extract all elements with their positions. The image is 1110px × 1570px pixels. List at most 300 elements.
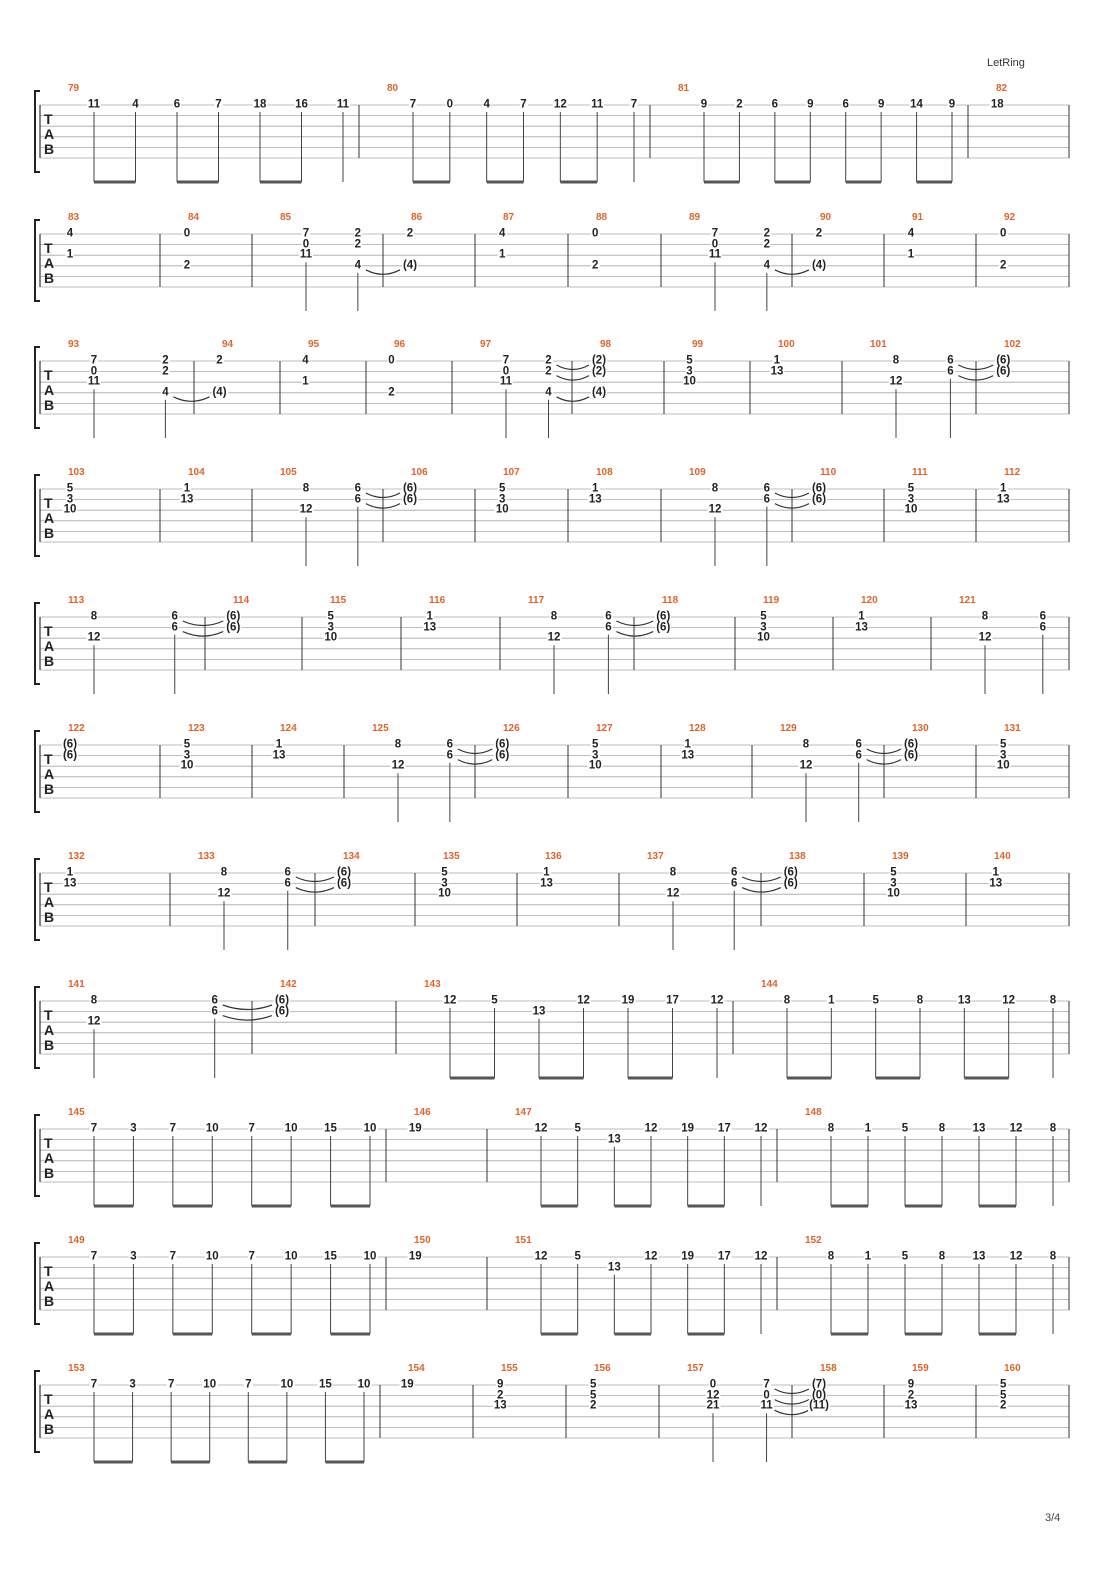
fret-number: 19 [621,994,635,1007]
fret-number: 6 [446,738,454,751]
measure-number: 134 [343,851,360,862]
fret-number: 7 [90,1250,98,1263]
tab-clef-letter: T [44,240,53,256]
fret-number: 2 [162,354,169,367]
fret-number: 5 [574,1250,581,1263]
fret-number: 12 [706,1388,720,1401]
fret-number: 1 [828,994,835,1007]
measure-number: 85 [280,212,292,223]
measure-number: 121 [959,595,976,606]
fret-number: 6 [1039,620,1046,633]
fret-number: 13 [423,620,437,633]
fret-number: 3 [907,492,915,505]
fret-number: 5 [66,482,74,495]
tab-system [0,589,1110,717]
fret-number: 4 [483,98,490,111]
measure-number: 99 [692,339,704,350]
measure-number: 118 [662,595,679,606]
measure-number: 123 [188,723,205,734]
tab-system [0,845,1110,973]
fret-number: 15 [324,1122,337,1135]
fret-number: 10 [904,503,918,516]
tab-system [0,206,1110,334]
fret-number: 13 [989,876,1003,889]
fret-number: 4 [545,386,552,399]
fret-number: 8 [916,994,924,1007]
fret-number: 10 [63,503,77,516]
staff-lines [0,461,1110,589]
fret-number: (4) [402,259,418,272]
measure-number: 108 [596,467,613,478]
fret-number: 5 [590,1388,597,1401]
fret-number: 9 [497,1378,504,1391]
fret-number: 10 [284,1122,298,1135]
fret-number: 0 [592,227,599,240]
fret-number: 6 [354,482,362,495]
fret-number: 8 [90,610,98,623]
tab-clef-letter: T [44,623,53,639]
measure-number: 148 [805,1107,822,1118]
measure-number: 91 [912,212,924,223]
fret-number: 8 [938,1122,946,1135]
fret-number: 1 [499,248,506,261]
measure-number: 138 [789,851,806,862]
tab-system [0,77,1110,205]
tie-arc [223,1005,272,1010]
fret-number: 10 [887,887,900,900]
fret-number: 8 [550,610,558,623]
measure-number: 109 [689,467,706,478]
fret-number: 2 [162,364,169,377]
measure-number: 119 [763,595,780,606]
system-bracket [35,987,40,1068]
fret-number: 10 [284,1250,298,1263]
fret-number: 5 [872,994,879,1007]
fret-number: 7 [409,98,417,111]
fret-number: 6 [284,876,291,889]
fret-number: 1 [275,738,283,751]
fret-number: 5 [686,354,693,367]
measure-number: 87 [503,212,515,223]
fret-number: 13 [63,876,77,889]
fret-number: 12 [391,759,405,772]
fret-number: 6 [354,492,362,505]
fret-number: 4 [66,227,74,240]
fret-number: (2) [591,354,607,367]
fret-number: 13 [770,364,784,377]
fret-number: 7 [302,227,310,240]
fret-number: 1 [183,482,191,495]
fret-number: 12 [889,375,903,388]
fret-number: (6) [336,866,352,879]
fret-number: 5 [574,1122,581,1135]
tie-arc [616,632,653,637]
tab-clef-letter: T [44,367,53,383]
measure-number: 152 [805,1235,822,1246]
fret-number: 2 [592,259,599,272]
system-bracket [35,220,40,301]
system-bracket [35,1115,40,1196]
fret-number: 8 [302,482,310,495]
measure-number: 142 [280,979,297,990]
fret-number: 11 [299,248,313,261]
fret-number: 6 [605,610,612,623]
measure-number: 104 [188,467,205,478]
fret-number: 5 [901,1122,909,1135]
fret-number: 1 [992,866,999,879]
tab-clef-letter: A [44,255,55,271]
fret-number: 13 [540,876,553,889]
fret-number: 2 [183,259,191,272]
measure-number: 92 [1004,212,1016,223]
fret-number: (4) [212,386,227,399]
tab-clef-letter: A [44,1150,55,1166]
fret-number: (6) [783,866,798,879]
measure-number: 89 [689,212,701,223]
tab-system [0,1229,1110,1357]
fret-number: 6 [947,364,954,377]
fret-number: 6 [842,98,849,111]
measure-number: 160 [1004,1363,1021,1374]
fret-number: 10 [996,759,1010,772]
fret-number: 7 [167,1378,175,1391]
fret-number: 3 [890,876,897,889]
fret-number: 8 [394,738,402,751]
fret-number: 2 [388,386,395,399]
staff-lines [0,1229,1110,1357]
fret-number: 6 [763,482,771,495]
measure-number: 140 [994,851,1011,862]
fret-number: 8 [711,482,719,495]
measure-number: 139 [892,851,909,862]
fret-number: 17 [717,1250,731,1263]
measure-number: 131 [1004,723,1021,734]
measure-number: 81 [678,83,690,94]
fret-number: 12 [299,503,313,516]
measure-number: 112 [1004,467,1021,478]
fret-number: 8 [938,1250,946,1263]
tie-arc [557,397,590,402]
fret-number: 5 [491,994,498,1007]
fret-number: 7 [245,1378,252,1391]
fret-number: 3 [686,364,693,377]
tab-system [0,973,1110,1101]
fret-number: 5 [590,1378,597,1391]
fret-number: 2 [216,354,223,367]
fret-number: 1 [773,354,781,367]
fret-number: 5 [760,610,767,623]
fret-number: 11 [760,1399,773,1412]
measure-number: 159 [912,1363,929,1374]
fret-number: 6 [446,748,454,761]
measure-number: 122 [68,723,85,734]
fret-number: 1 [66,866,74,879]
fret-number: 2 [354,237,362,250]
measure-number: 97 [480,339,492,350]
measure-number: 154 [408,1363,425,1374]
measure-number: 135 [443,851,460,862]
fret-number: 2 [545,354,552,367]
fret-number: 13 [607,1260,621,1273]
staff-lines [0,845,1110,973]
fret-number: 15 [319,1378,332,1391]
fret-number: 9 [877,98,885,111]
measure-number: 94 [222,339,234,350]
fret-number: 7 [248,1250,255,1263]
fret-number: 2 [590,1399,597,1412]
measure-number: 106 [411,467,428,478]
fret-number: 9 [907,1378,915,1391]
fret-number: 0 [183,227,191,240]
measure-number: 144 [761,979,778,990]
fret-number: 13 [972,1250,986,1263]
tab-clef-letter: T [44,751,53,767]
fret-number: 12 [87,631,101,644]
fret-number: 13 [855,620,868,633]
fret-number: 3 [66,492,74,505]
fret-number: 12 [754,1122,768,1135]
fret-number: 3 [183,748,191,761]
measure-number: 93 [68,339,80,350]
fret-number: 13 [180,492,194,505]
tab-clef-letter: A [44,1022,55,1038]
fret-number: (6) [495,738,510,751]
fret-number: 5 [499,482,506,495]
fret-number: 7 [630,98,638,111]
fret-number: (6) [274,1004,290,1017]
page-number: 3/4 [1045,1512,1061,1524]
tab-clef-letter: B [44,781,55,797]
tab-clef-letter: B [44,397,55,413]
fret-number: (6) [996,364,1011,377]
fret-number: 5 [1000,1388,1007,1401]
fret-number: 7 [248,1122,255,1135]
fret-number: 12 [577,994,590,1007]
fret-number: 6 [763,492,771,505]
fret-number: 1 [907,248,915,261]
system-bracket [35,475,40,556]
fret-number: 5 [183,738,191,751]
fret-number: 18 [990,98,1004,111]
fret-number: 14 [910,98,923,111]
fret-number: 11 [499,375,513,388]
tab-system [0,717,1110,845]
tie-arc [616,621,653,626]
fret-number: 2 [1000,1399,1007,1412]
tab-clef-letter: B [44,1165,55,1181]
fret-number: (6) [495,748,510,761]
tab-clef-letter: A [44,510,55,526]
fret-number: 3 [760,620,767,633]
fret-number: 16 [295,98,308,111]
measure-number: 126 [503,723,520,734]
fret-number: 6 [1039,610,1046,623]
fret-number: 13 [493,1399,507,1412]
staff-lines [0,973,1110,1101]
measure-number: 79 [68,83,80,94]
fret-number: 12 [547,631,561,644]
measure-number: 83 [68,212,80,223]
fret-number: 4 [132,98,139,111]
fret-number: 10 [438,887,451,900]
fret-number: 5 [441,866,448,879]
fret-number: 13 [996,492,1010,505]
fret-number: 11 [336,98,350,111]
fret-number: 1 [543,866,550,879]
fret-number: 2 [1000,259,1007,272]
tab-system [0,461,1110,589]
fret-number: 13 [532,1004,546,1017]
fret-number: 19 [681,1250,695,1263]
measure-number: 86 [411,212,423,223]
fret-number: 12 [443,994,457,1007]
fret-number: 12 [1002,994,1016,1007]
fret-number: 12 [217,887,231,900]
tab-clef-letter: T [44,1391,53,1407]
system-bracket [35,91,40,172]
fret-number: 5 [592,738,599,751]
fret-number: 12 [710,994,724,1007]
fret-number: 19 [400,1378,414,1391]
fret-number: 1 [302,375,309,388]
fret-number: 11 [87,375,101,388]
staff-lines [0,77,1110,205]
fret-number: 12 [644,1122,658,1135]
fret-number: 10 [757,631,770,644]
fret-number: (6) [903,748,919,761]
measure-number: 90 [820,212,832,223]
measure-number: 105 [280,467,297,478]
fret-number: 3 [327,620,334,633]
fret-number: 12 [666,887,680,900]
measure-number: 143 [424,979,441,990]
fret-number: 12 [87,1015,101,1028]
fret-number: 8 [1049,1122,1057,1135]
fret-number: 12 [534,1122,548,1135]
fret-number: (6) [274,994,290,1007]
fret-number: 0 [1000,227,1007,240]
fret-number: 1 [1000,482,1007,495]
tab-clef-letter: A [44,382,55,398]
fret-number: 6 [173,98,181,111]
fret-number: 2 [406,227,414,240]
fret-number: 8 [981,610,989,623]
fret-number: 12 [1009,1250,1023,1263]
tab-clef-letter: A [44,126,55,142]
fret-number: 4 [499,227,506,240]
fret-number: 1 [592,482,599,495]
staff-lines [0,589,1110,717]
fret-number: 4 [302,354,309,367]
fret-number: (6) [811,482,827,495]
fret-number: 2 [354,227,362,240]
fret-number: (6) [656,620,671,633]
fret-number: 10 [280,1378,294,1391]
fret-number: 11 [708,248,722,261]
measure-number: 156 [594,1363,611,1374]
fret-number: 3 [130,1250,137,1263]
fret-number: 1 [684,738,691,751]
measure-number: 111 [912,467,928,478]
fret-number: 8 [90,994,98,1007]
fret-number: 10 [363,1250,377,1263]
fret-number: (0) [811,1388,827,1401]
fret-number: (6) [62,738,78,751]
fret-number: 10 [495,503,509,516]
fret-number: 13 [972,1122,986,1135]
measure-number: 117 [528,595,545,606]
tab-clef-letter: B [44,525,55,541]
fret-number: 13 [607,1132,621,1145]
fret-number: 0 [90,364,98,377]
tab-clef-letter: A [44,766,55,782]
fret-number: 9 [700,98,708,111]
fret-number: 8 [220,866,228,879]
fret-number: 6 [284,866,291,879]
fret-number: 6 [855,738,862,751]
tab-clef-letter: B [44,141,55,157]
measure-number: 113 [68,595,85,606]
fret-number: 12 [978,631,992,644]
measure-number: 149 [68,1235,85,1246]
fret-number: 2 [545,364,552,377]
measure-number: 145 [68,1107,85,1118]
fret-number: 4 [763,259,771,272]
fret-number: 8 [892,354,900,367]
measure-number: 157 [687,1363,704,1374]
measure-number: 151 [515,1235,532,1246]
fret-number: 13 [904,1399,918,1412]
measure-number: 141 [68,979,85,990]
measure-number: 137 [647,851,664,862]
measure-number: 128 [689,723,706,734]
fret-number: 7 [215,98,222,111]
fret-number: (6) [336,876,352,889]
fret-number: 6 [730,876,738,889]
fret-number: 6 [211,1004,218,1017]
fret-number: 0 [446,98,454,111]
fret-number: 0 [502,364,510,377]
fret-number: (6) [226,610,241,623]
fret-number: 12 [754,1250,768,1263]
measure-number: 158 [820,1363,837,1374]
fret-number: 12 [1009,1122,1023,1135]
fret-number: (4) [591,386,607,399]
tab-clef-letter: B [44,1421,55,1437]
measure-number: 101 [870,339,887,350]
fret-number: 5 [327,610,334,623]
tab-clef-letter: B [44,909,55,925]
fret-number: 7 [520,98,527,111]
measure-number: 125 [372,723,389,734]
measure-number: 107 [503,467,520,478]
fret-number: 0 [709,1378,717,1391]
fret-number: (6) [226,620,241,633]
system-bracket [35,347,40,428]
measure-number: 84 [188,212,200,223]
fret-number: 18 [253,98,267,111]
fret-number: 12 [799,759,813,772]
fret-number: 10 [363,1122,377,1135]
measure-number: 100 [778,339,795,350]
system-bracket [35,731,40,812]
staff-lines [0,1357,1110,1485]
fret-number: 2 [815,227,823,240]
fret-number: 19 [408,1122,422,1135]
fret-number: 8 [783,994,791,1007]
fret-number: 19 [681,1122,695,1135]
measure-number: 147 [515,1107,532,1118]
